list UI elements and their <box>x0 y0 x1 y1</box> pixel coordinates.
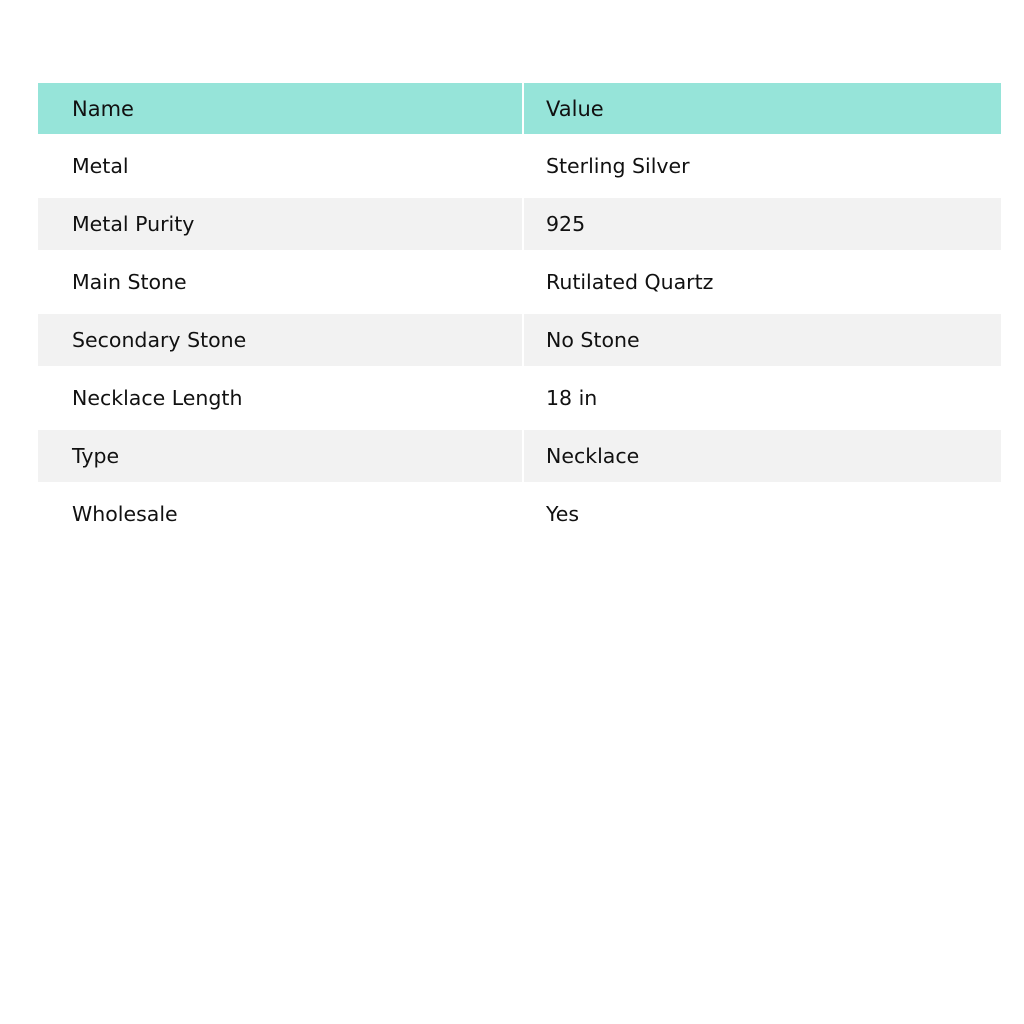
value-column-header: Value <box>523 83 1001 137</box>
row-name-cell: Main Stone <box>38 253 523 311</box>
row-name-cell: Metal <box>38 137 523 195</box>
row-value-cell: No Stone <box>523 311 1001 369</box>
row-value-cell: Sterling Silver <box>523 137 1001 195</box>
row-name-cell: Wholesale <box>38 485 523 540</box>
row-name-cell: Secondary Stone <box>38 311 523 369</box>
table-row <box>38 253 1001 311</box>
table-row <box>38 485 1001 540</box>
row-value-cell: Yes <box>523 485 1001 540</box>
table-row <box>38 195 1001 253</box>
row-name-cell: Metal Purity <box>38 195 523 253</box>
table-row <box>38 427 1001 485</box>
row-value-cell: 18 in <box>523 369 1001 427</box>
table-row <box>38 369 1001 427</box>
product-specs-table <box>38 83 1001 540</box>
header-row <box>38 83 1001 137</box>
table-row <box>38 311 1001 369</box>
row-name-cell: Type <box>38 427 523 485</box>
row-value-cell: Necklace <box>523 427 1001 485</box>
row-name-cell: Necklace Length <box>38 369 523 427</box>
table-header <box>38 83 1001 137</box>
name-column-header: Name <box>38 83 523 137</box>
row-value-cell: Rutilated Quartz <box>523 253 1001 311</box>
row-value-cell: 925 <box>523 195 1001 253</box>
table-body <box>38 137 1001 540</box>
table-row <box>38 137 1001 195</box>
